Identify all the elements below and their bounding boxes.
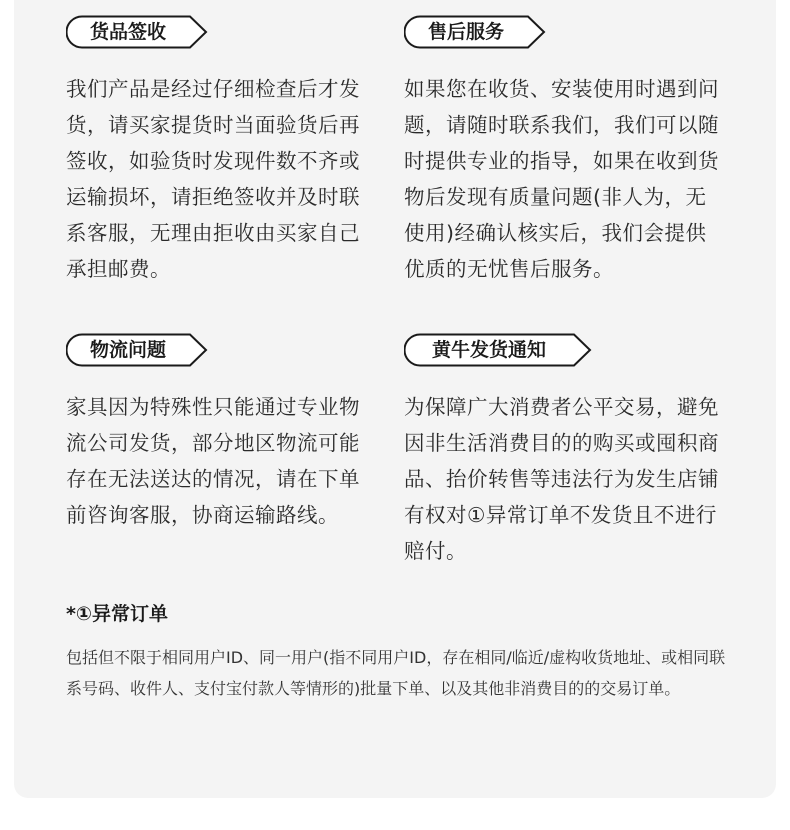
section-body: 为保障广大消费者公平交易，避免因非生活消费目的的购买或囤积商品、抬价转售等违法行为发生店铺有权对①异常订单不发货且不进行赔付。 <box>404 395 719 563</box>
section-tag <box>66 333 208 367</box>
note-body: 包括但不限于相同用户ID、同一用户(指不同用户ID，存在相同/临近/虚构收货地址、或相同联系号码、收件人、支付宝付款人等情形的)批量下单、以及其他非消费目的的交易订单。 <box>66 648 726 698</box>
section-title: 物流问题 <box>89 339 166 361</box>
section-after-sales <box>404 15 734 287</box>
note-title: *①异常订单 <box>66 603 169 625</box>
section-scalper-notice <box>404 333 734 569</box>
abnormal-order-note <box>66 600 726 704</box>
section-title: 售后服务 <box>427 21 504 43</box>
section-tag <box>404 15 546 49</box>
section-title: 黄牛发货通知 <box>431 339 546 361</box>
section-tag <box>66 15 208 49</box>
section-logistics <box>66 333 396 533</box>
section-body: 我们产品是经过仔细检查后才发货，请买家提货时当面验货后再签收，如验货时发现件数不齐或运输损坏，请拒绝签收并及时联系客服，无理由拒收由买家自己承担邮费。 <box>66 77 360 281</box>
section-body: 家具因为特殊性只能通过专业物流公司发货，部分地区物流可能存在无法送达的情况，请在下单前咨询客服，协商运输路线。 <box>66 395 360 527</box>
section-body: 如果您在收货、安装使用时遇到问题，请随时联系我们，我们可以随时提供专业的指导，如果在收到货物后发现有质量问题(非人为，无使用)经确认核实后，我们会提供优质的无忧售后服务。 <box>404 77 719 281</box>
section-tag <box>404 333 592 367</box>
section-title: 货品签收 <box>89 21 166 43</box>
section-goods-receipt <box>66 15 396 287</box>
